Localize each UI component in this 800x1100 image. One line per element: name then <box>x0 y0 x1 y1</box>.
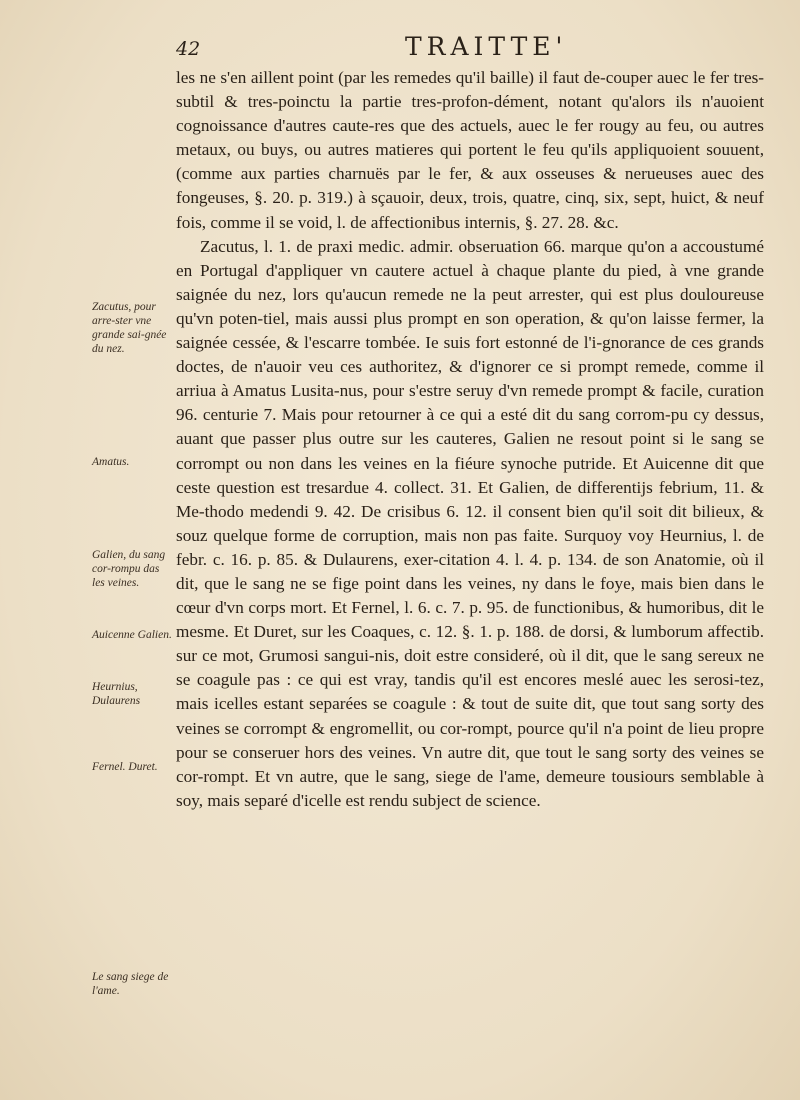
margin-note: Auicenne Galien. <box>92 629 172 641</box>
margin-note: Fernel. Duret. <box>92 761 158 773</box>
body-text <box>176 66 764 813</box>
page-number: 42 <box>176 38 201 60</box>
margin-note: Heurnius, Dulaurens <box>92 681 141 707</box>
paragraph: Zacutus, l. 1. de praxi medic. admir. obseruation 66. marque qu'on a accoustumé en Portugal d'appliquer vn cautere actuel à chaque plante du pied, à vne grande saignée du nez, lors qu'aucun remede ne la peut arrester, qui est plus douloureuse qu'vn poten-tiel, mais aussi plus prompt en son operation, & qu'on laisse fermer, la saignée cessée, & l'escarre tombée. Ie suis fort estonné de l'i-gnorance de ces grands doctes, de n'auoir veu ces authoritez, & d'ignorer ce si prompt remede, comme il arriua à Amatus Lusita-nus, pour s'estre seruy d'vn remede prompt & facile, curation 96. centurie 7. Mais pour retourner à ce qui a esté dit du sang corrom-pu cy dessus, auant que passer plus outre sur les cauteres, Galien ne resout point si le sang se corrompt ou non dans les veines en la fiéure synoche putride. Et Auicenne dit que ceste question est tresardue 4. collect. 31. Et Galien, de differentijs febrium, 11. & Me-thodo medendi 9. 42. De crisibus 6. 12. il consent bien qu'il soit dit bilieux, & souz quelque forme de corruption, mais non pas faite. Surquoy voy Heurnius, l. de febr. c. 16. p. 85. & Dulaurens, exer-citation 4. l. 4. p. 134. de son Anatomie, où il dit, que le sang ne se fige point dans les veines, ny dans le foye, mais bien dans le cœur d'vn corps mort. Et Fernel, l. 6. c. 7. p. 95. de functionibus, & humoribus, dit le mesme. Et Duret, sur les Coaques, c. 12. §. 1. p. 188. de dorsi, & lumborum affectib. sur ce mot, Grumosi sangui-nis, doit estre consideré, où il dit, que le sang sereux ne se coagule pas : ce qui est vray, tandis qu'il est encores meslé auec les serosi-tez, mais icelles estant separées se coagule : & tout de suite dit, que tout sang sorty des veines se corrompt & engromellit, ou cor-rompt, pource qu'il n'a point de lieu propre pour se conseruer hors des veines. Vn autre dit, que tout le sang sorty des veines se cor-rompt. Et vn autre, que le sang, siege de l'ame, demeure tousiours semblable à soy, mais separé d'icelle est rendu subject de science. <box>176 236 764 810</box>
margin-note: Amatus. <box>92 456 130 468</box>
margin-note: Le sang siege de l'ame. <box>92 971 169 997</box>
margin-note: Zacutus, pour arre-ster vne grande sai-gnée du nez. <box>92 301 167 355</box>
margin-note: Galien, du sang cor-rompu das les veines. <box>92 549 166 589</box>
paragraph: les ne s'en aillent point (par les remedes qu'il baille) il faut de-couper auec le fer tres-subtil & tres-poinctu la partie tres-profon-dément, notant qu'alors ils n'auoient cognoissance d'autres caute-res que des actuels, auec le fer rougy au feu, ou autres metaux, ou buys, ou autres matieres qui portent le feu qu'ils appliquoient souuent, (comme aux parties charnuës par le fer, & aux osseuses & nerueuses auec des fongeuses, §. 20. p. 319.) à sçauoir, deux, trois, quatre, cinq, six, sept, huict, & neuf fois, comme il se void, l. de affectionibus internis, §. 27. 28. &c. <box>176 68 764 232</box>
running-title: TRAITTE' <box>405 32 568 61</box>
